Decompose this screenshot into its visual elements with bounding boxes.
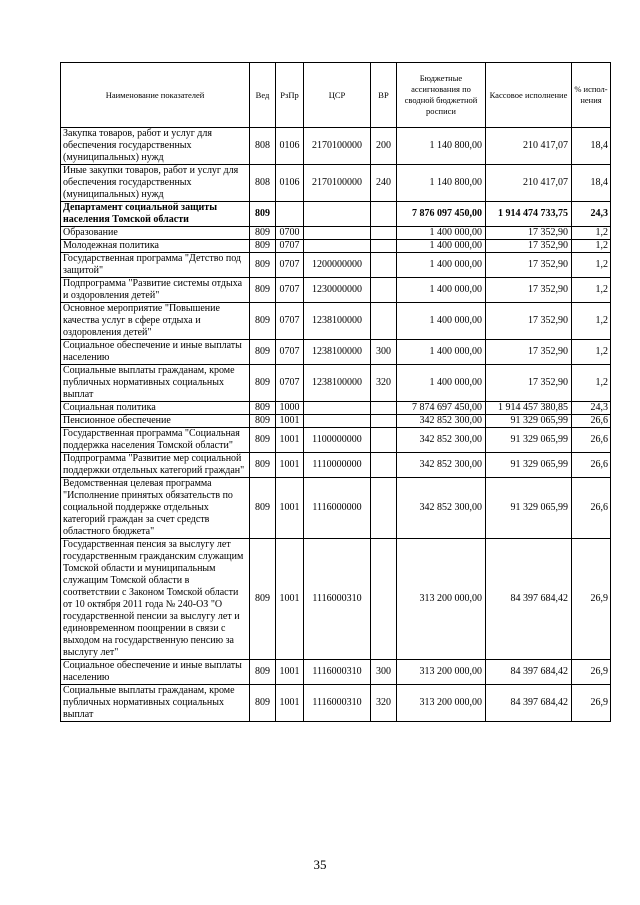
page-number: 35 — [313, 857, 327, 872]
cell-ved: 809 — [250, 227, 276, 240]
cell-cash: 91 329 065,99 — [486, 478, 572, 539]
cell-pct: 26,6 — [572, 415, 611, 428]
cell-csr: 1116000310 — [304, 539, 371, 660]
cell-name: Ведомственная целевая программа "Исполнение принятых обязательств по социальной поддержке отдельных категорий граждан за счет средств областного бюджета" — [61, 478, 250, 539]
cell-budget: 313 200 000,00 — [397, 685, 486, 722]
header-budget: Бюджетные ассигнования по сводной бюджетной росписи — [397, 63, 486, 128]
cell-vr — [371, 415, 397, 428]
cell-name: Социальная политика — [61, 402, 250, 415]
cell-budget: 7 876 097 450,00 — [397, 202, 486, 227]
cell-ved: 809 — [250, 685, 276, 722]
cell-vr — [371, 453, 397, 478]
cell-csr: 1230000000 — [304, 278, 371, 303]
cell-csr: 1116000310 — [304, 660, 371, 685]
cell-pct: 1,2 — [572, 303, 611, 340]
cell-budget: 1 400 000,00 — [397, 303, 486, 340]
table-row — [61, 402, 611, 415]
cell-pct: 1,2 — [572, 240, 611, 253]
header-rzpr: РзПр — [276, 63, 304, 128]
cell-name: Образование — [61, 227, 250, 240]
cell-rzpr: 0707 — [276, 253, 304, 278]
header-name: Наименование показателей — [61, 63, 250, 128]
table-header-row — [61, 63, 611, 128]
cell-name: Государственная пенсия за выслугу лет государственным гражданским служащим Томской области и муниципальным служащим Томской области в соответствии с Законом Томской области от 10 октября 2011 года № 240-ОЗ "О государственной пенсии за выслугу лет и единовременном поощрении в связи с выходом на государственную пенсию за выслугу лет" — [61, 539, 250, 660]
cell-pct: 18,4 — [572, 128, 611, 165]
cell-name: Подпрограмма "Развитие системы отдыха и оздоровления детей" — [61, 278, 250, 303]
cell-ved: 809 — [250, 303, 276, 340]
cell-rzpr: 1001 — [276, 453, 304, 478]
cell-rzpr: 0707 — [276, 365, 304, 402]
table-row — [61, 227, 611, 240]
cell-csr: 1238100000 — [304, 340, 371, 365]
table-row — [61, 165, 611, 202]
cell-pct: 1,2 — [572, 253, 611, 278]
cell-ved: 809 — [250, 453, 276, 478]
table-row — [61, 365, 611, 402]
cell-ved: 809 — [250, 278, 276, 303]
cell-name: Социальные выплаты гражданам, кроме публичных нормативных социальных выплат — [61, 365, 250, 402]
cell-csr — [304, 402, 371, 415]
cell-csr: 1238100000 — [304, 365, 371, 402]
cell-vr — [371, 240, 397, 253]
cell-vr: 320 — [371, 685, 397, 722]
table-row — [61, 685, 611, 722]
table-row — [61, 128, 611, 165]
cell-cash: 210 417,07 — [486, 128, 572, 165]
cell-name: Подпрограмма "Развитие мер социальной поддержки отдельных категорий граждан" — [61, 453, 250, 478]
cell-rzpr: 0106 — [276, 165, 304, 202]
cell-cash: 84 397 684,42 — [486, 539, 572, 660]
table-row — [61, 303, 611, 340]
header-vr: ВР — [371, 63, 397, 128]
cell-pct: 26,9 — [572, 539, 611, 660]
cell-vr — [371, 402, 397, 415]
table-row — [61, 660, 611, 685]
cell-name: Пенсионное обеспечение — [61, 415, 250, 428]
cell-cash: 91 329 065,99 — [486, 415, 572, 428]
cell-ved: 809 — [250, 539, 276, 660]
cell-ved: 809 — [250, 415, 276, 428]
cell-csr — [304, 240, 371, 253]
table-row — [61, 240, 611, 253]
cell-pct: 1,2 — [572, 227, 611, 240]
header-pct: % испол-нения — [572, 63, 611, 128]
cell-cash: 1 914 474 733,75 — [486, 202, 572, 227]
cell-rzpr: 1001 — [276, 415, 304, 428]
table-row — [61, 478, 611, 539]
cell-vr: 300 — [371, 660, 397, 685]
table-row — [61, 453, 611, 478]
cell-cash: 17 352,90 — [486, 340, 572, 365]
cell-cash: 84 397 684,42 — [486, 685, 572, 722]
header-csr: ЦСР — [304, 63, 371, 128]
cell-name: Государственная программа "Детство под защитой" — [61, 253, 250, 278]
cell-rzpr: 1001 — [276, 428, 304, 453]
cell-rzpr: 0707 — [276, 303, 304, 340]
cell-cash: 17 352,90 — [486, 278, 572, 303]
cell-vr — [371, 202, 397, 227]
cell-budget: 1 400 000,00 — [397, 340, 486, 365]
cell-ved: 809 — [250, 365, 276, 402]
cell-csr — [304, 202, 371, 227]
cell-vr — [371, 478, 397, 539]
cell-name: Департамент социальной защиты населения Томской области — [61, 202, 250, 227]
cell-name: Социальное обеспечение и иные выплаты населению — [61, 340, 250, 365]
table-row — [61, 202, 611, 227]
cell-rzpr: 0707 — [276, 278, 304, 303]
cell-vr — [371, 539, 397, 660]
cell-cash: 1 914 457 380,85 — [486, 402, 572, 415]
table-row — [61, 539, 611, 660]
cell-pct: 26,9 — [572, 660, 611, 685]
cell-vr: 320 — [371, 365, 397, 402]
cell-budget: 313 200 000,00 — [397, 660, 486, 685]
cell-pct: 1,2 — [572, 340, 611, 365]
cell-pct: 1,2 — [572, 278, 611, 303]
cell-csr: 1100000000 — [304, 428, 371, 453]
cell-ved: 809 — [250, 660, 276, 685]
cell-csr — [304, 415, 371, 428]
cell-cash: 17 352,90 — [486, 240, 572, 253]
cell-budget: 1 400 000,00 — [397, 227, 486, 240]
cell-name: Социальные выплаты гражданам, кроме публичных нормативных социальных выплат — [61, 685, 250, 722]
cell-cash: 84 397 684,42 — [486, 660, 572, 685]
cell-csr: 1110000000 — [304, 453, 371, 478]
cell-cash: 91 329 065,99 — [486, 428, 572, 453]
cell-name: Основное мероприятие "Повышение качества услуг в сфере отдыха и оздоровления детей" — [61, 303, 250, 340]
cell-vr — [371, 303, 397, 340]
cell-cash: 210 417,07 — [486, 165, 572, 202]
cell-csr: 1238100000 — [304, 303, 371, 340]
cell-pct: 18,4 — [572, 165, 611, 202]
cell-rzpr — [276, 202, 304, 227]
cell-ved: 809 — [250, 253, 276, 278]
cell-csr: 1116000000 — [304, 478, 371, 539]
cell-csr: 1116000310 — [304, 685, 371, 722]
cell-rzpr: 1001 — [276, 685, 304, 722]
table-row — [61, 278, 611, 303]
cell-budget: 342 852 300,00 — [397, 428, 486, 453]
table-row — [61, 253, 611, 278]
cell-name: Социальное обеспечение и иные выплаты населению — [61, 660, 250, 685]
table-body — [61, 128, 611, 722]
cell-csr: 2170100000 — [304, 165, 371, 202]
header-ved: Вед — [250, 63, 276, 128]
cell-rzpr: 0707 — [276, 340, 304, 365]
cell-pct: 24,3 — [572, 402, 611, 415]
cell-cash: 17 352,90 — [486, 253, 572, 278]
cell-vr: 200 — [371, 128, 397, 165]
cell-budget: 313 200 000,00 — [397, 539, 486, 660]
cell-name: Государственная программа "Социальная поддержка населения Томской области" — [61, 428, 250, 453]
cell-name: Молодежная политика — [61, 240, 250, 253]
cell-ved: 809 — [250, 240, 276, 253]
budget-execution-table — [60, 62, 611, 722]
cell-pct: 24,3 — [572, 202, 611, 227]
cell-ved: 808 — [250, 165, 276, 202]
cell-name: Закупка товаров, работ и услуг для обеспечения государственных (муниципальных) нужд — [61, 128, 250, 165]
cell-budget: 1 400 000,00 — [397, 365, 486, 402]
cell-budget: 1 400 000,00 — [397, 253, 486, 278]
cell-budget: 7 874 697 450,00 — [397, 402, 486, 415]
cell-rzpr: 1000 — [276, 402, 304, 415]
cell-name: Иные закупки товаров, работ и услуг для обеспечения государственных (муниципальных) нужд — [61, 165, 250, 202]
cell-vr — [371, 253, 397, 278]
cell-csr: 1200000000 — [304, 253, 371, 278]
cell-vr — [371, 227, 397, 240]
cell-budget: 1 140 800,00 — [397, 128, 486, 165]
cell-rzpr: 0700 — [276, 227, 304, 240]
header-cash: Кассовое исполнение — [486, 63, 572, 128]
table-row — [61, 415, 611, 428]
cell-ved: 809 — [250, 402, 276, 415]
cell-cash: 17 352,90 — [486, 303, 572, 340]
cell-ved: 809 — [250, 478, 276, 539]
cell-vr — [371, 278, 397, 303]
cell-rzpr: 0707 — [276, 240, 304, 253]
cell-rzpr: 1001 — [276, 660, 304, 685]
cell-pct: 26,6 — [572, 478, 611, 539]
cell-vr — [371, 428, 397, 453]
cell-vr: 300 — [371, 340, 397, 365]
cell-pct: 26,6 — [572, 453, 611, 478]
cell-cash: 91 329 065,99 — [486, 453, 572, 478]
cell-budget: 1 400 000,00 — [397, 278, 486, 303]
table-row — [61, 428, 611, 453]
budget-report — [60, 62, 610, 722]
cell-rzpr: 1001 — [276, 478, 304, 539]
cell-vr: 240 — [371, 165, 397, 202]
cell-ved: 808 — [250, 128, 276, 165]
cell-budget: 342 852 300,00 — [397, 478, 486, 539]
cell-csr: 2170100000 — [304, 128, 371, 165]
cell-rzpr: 0106 — [276, 128, 304, 165]
cell-budget: 1 400 000,00 — [397, 240, 486, 253]
table-row — [61, 340, 611, 365]
cell-pct: 26,9 — [572, 685, 611, 722]
cell-ved: 809 — [250, 202, 276, 227]
cell-pct: 26,6 — [572, 428, 611, 453]
cell-budget: 342 852 300,00 — [397, 453, 486, 478]
cell-budget: 342 852 300,00 — [397, 415, 486, 428]
cell-csr — [304, 227, 371, 240]
cell-ved: 809 — [250, 340, 276, 365]
cell-pct: 1,2 — [572, 365, 611, 402]
cell-rzpr: 1001 — [276, 539, 304, 660]
cell-cash: 17 352,90 — [486, 365, 572, 402]
cell-ved: 809 — [250, 428, 276, 453]
cell-budget: 1 140 800,00 — [397, 165, 486, 202]
cell-cash: 17 352,90 — [486, 227, 572, 240]
